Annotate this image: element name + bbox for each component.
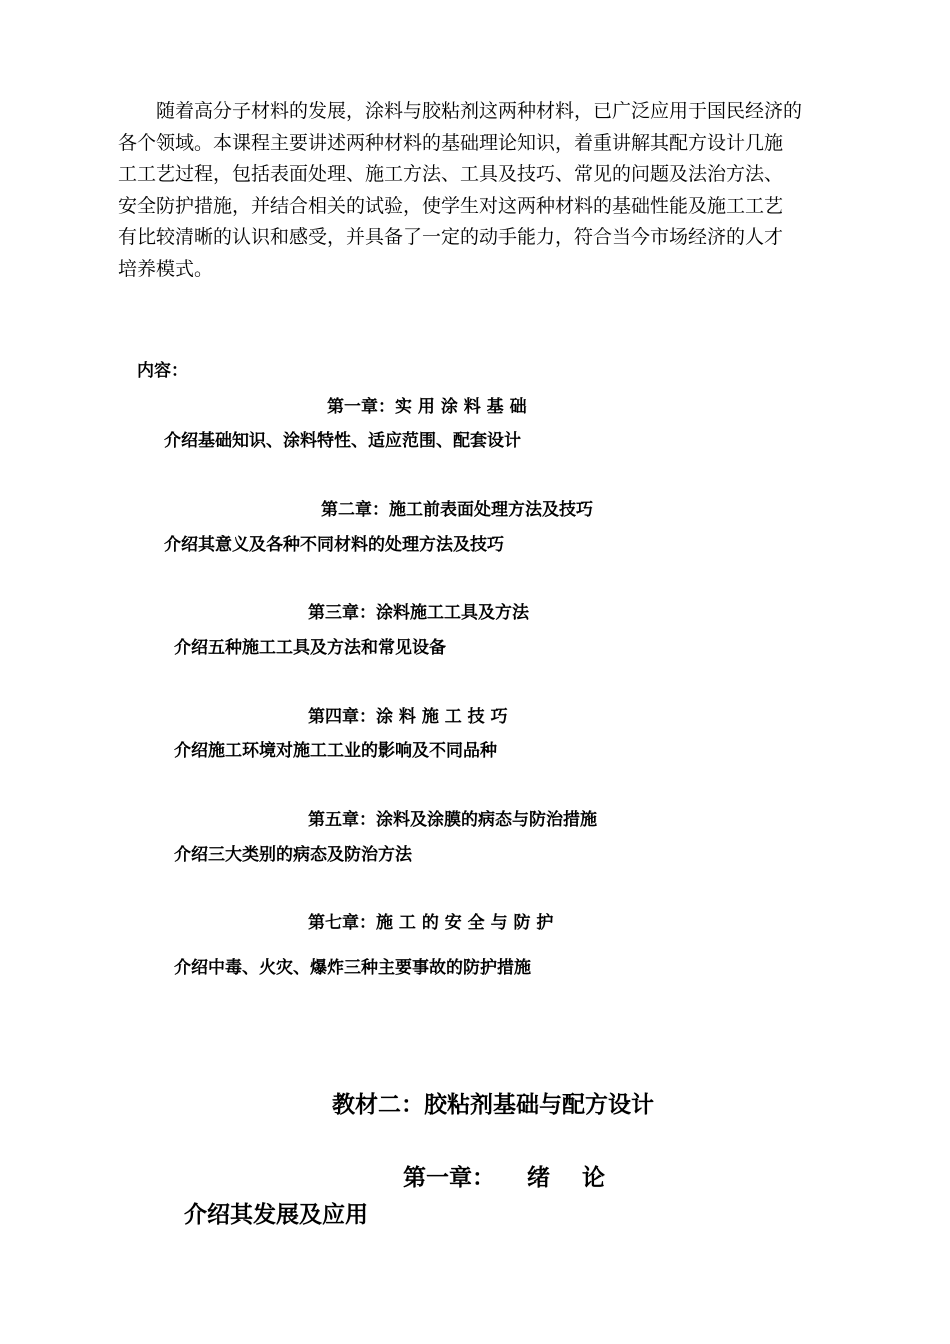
chapter-1-title: 第一章：实 用 涂 料 基 础	[327, 397, 527, 417]
chapter-1-desc: 介绍基础知识、涂料特性、适应范围、配套设计	[164, 431, 521, 451]
chapter-7-title: 第七章：施 工 的 安 全 与 防 护	[308, 913, 554, 933]
intro-line: 工工艺过程，包括表面处理、施工方法、工具及技巧、常见的问题及法治方法、	[118, 163, 784, 185]
chapter-3-title: 第三章：涂料施工工具及方法	[308, 603, 529, 623]
book2-title: 教材二：胶粘剂基础与配方设计	[332, 1091, 654, 1118]
chapter-7-desc: 介绍中毒、火灾、爆炸三种主要事故的防护措施	[174, 958, 531, 978]
chapter-2-desc: 介绍其意义及各种不同材料的处理方法及技巧	[164, 535, 504, 555]
chapter-3-desc: 介绍五种施工工具及方法和常见设备	[174, 638, 446, 658]
chapter-4-title: 第四章：涂 料 施 工 技 巧	[308, 707, 508, 727]
intro-line: 安全防护措施，并结合相关的试验，使学生对这两种材料的基础性能及施工工艺	[118, 194, 784, 217]
book2-chapter-1-title: 第一章： 绪 论	[403, 1164, 606, 1191]
chapter-2-title: 第二章：施工前表面处理方法及技巧	[321, 500, 593, 520]
intro-line: 随着高分子材料的发展，涂料与胶粘剂这两种材料，已广泛应用于国民经济的	[156, 100, 803, 122]
chapter-4-desc: 介绍施工环境对施工工业的影响及不同品种	[174, 741, 497, 761]
intro-line: 有比较清晰的认识和感受，并具备了一定的动手能力，符合当今市场经济的人才	[118, 226, 784, 248]
intro-paragraph	[118, 96, 817, 285]
intro-line: 培养模式。	[118, 257, 214, 280]
chapter-5-desc: 介绍三大类别的病态及防治方法	[174, 845, 412, 865]
contents-label: 内容：	[137, 361, 188, 381]
book2-chapter-1-desc: 介绍其发展及应用	[184, 1201, 368, 1228]
chapter-5-title: 第五章：涂料及涂膜的病态与防治措施	[308, 810, 597, 830]
intro-line: 各个领域。本课程主要讲述两种材料的基础理论知识，着重讲解其配方设计几施	[118, 131, 784, 154]
